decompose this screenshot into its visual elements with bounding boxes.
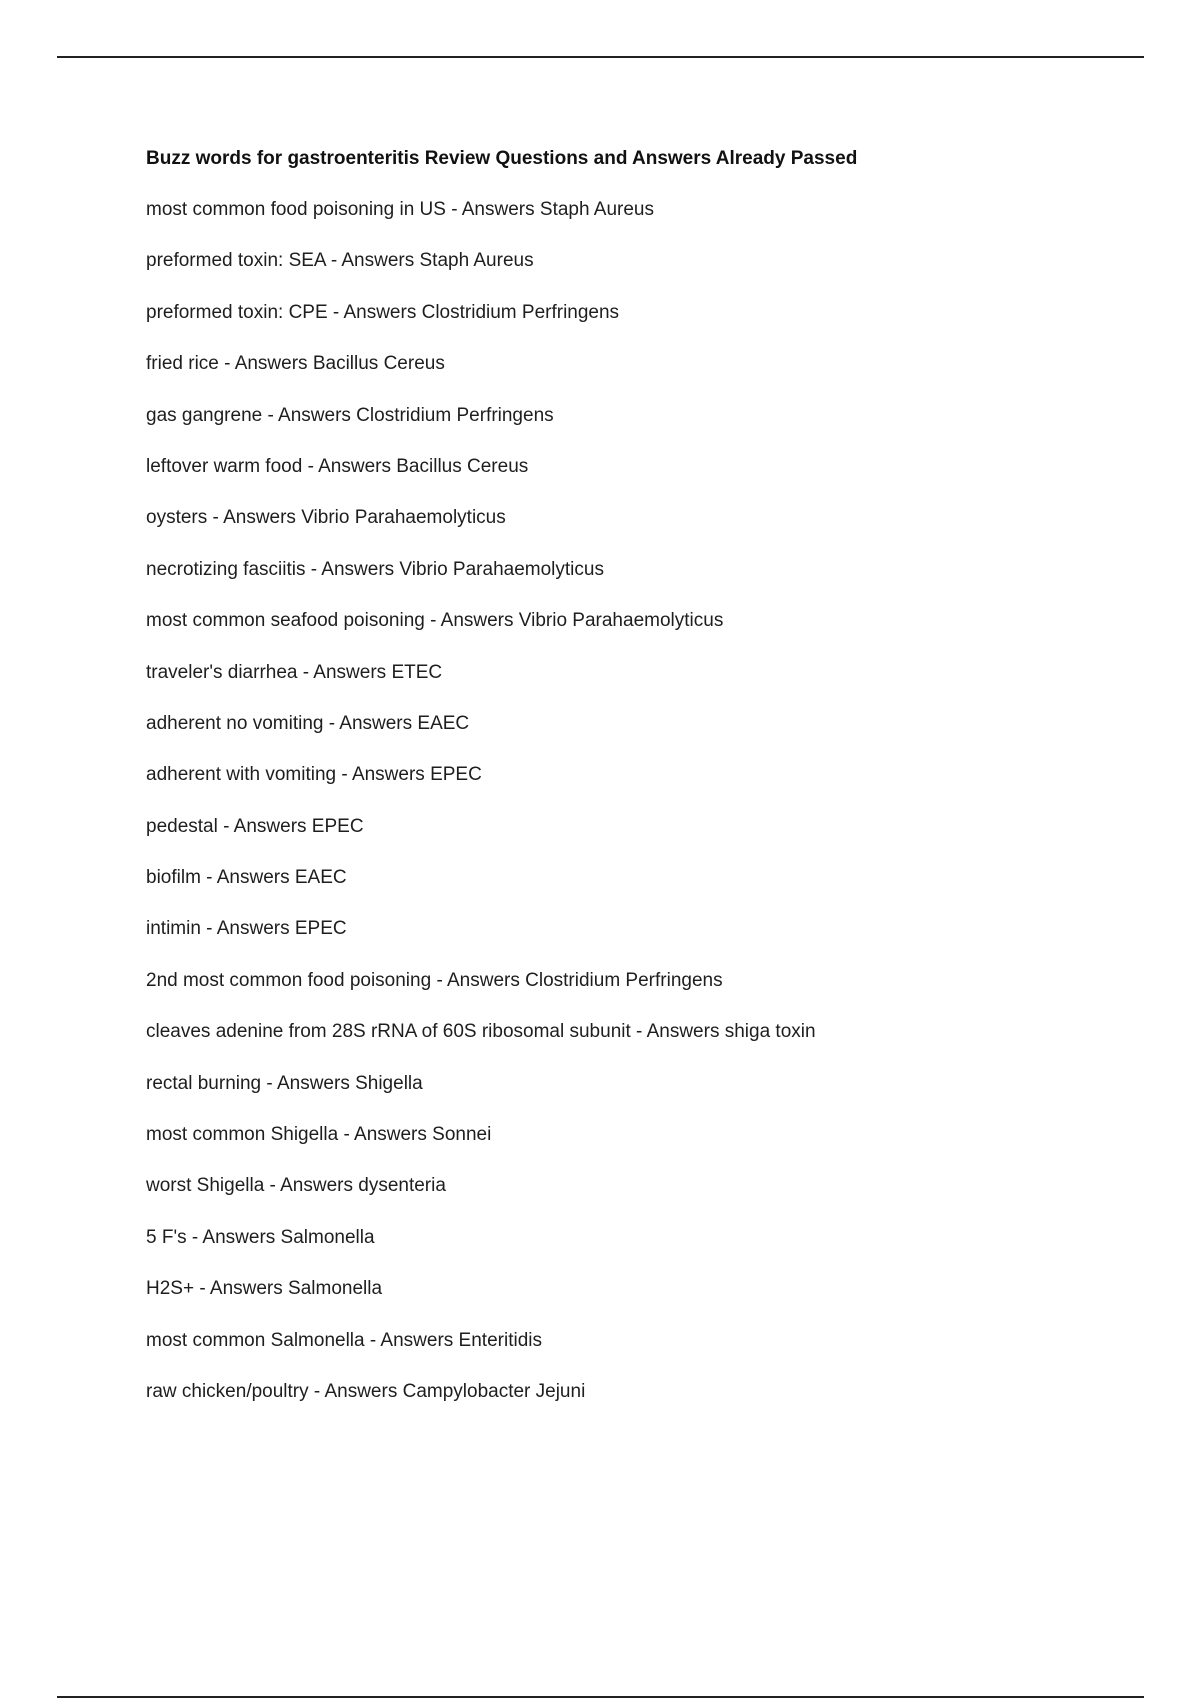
qa-item: pedestal - Answers EPEC [146,815,364,837]
document-title: Buzz words for gastroenteritis Review Questions and Answers Already Passed [146,148,858,169]
qa-item: traveler's diarrhea - Answers ETEC [146,661,443,683]
qa-item: 5 F's - Answers Salmonella [146,1226,375,1248]
qa-item: most common seafood poisoning - Answers Vibrio Parahaemolyticus [146,610,724,632]
qa-item: most common food poisoning in US - Answers Staph Aureus [146,199,654,220]
qa-list [146,195,1126,1407]
qa-item: worst Shigella - Answers dysenteria [146,1175,446,1197]
qa-item: preformed toxin: CPE - Answers Clostridium Perfringens [146,301,620,323]
qa-item: preformed toxin: SEA - Answers Staph Aureus [146,250,534,272]
qa-item: biofilm - Answers EAEC [146,867,347,889]
qa-item: necrotizing fasciitis - Answers Vibrio Parahaemolyticus [146,558,604,580]
qa-item: cleaves adenine from 28S rRNA of 60S ribosomal subunit - Answers shiga toxin [146,1021,816,1043]
qa-item: gas gangrene - Answers Clostridium Perfringens [146,404,554,426]
qa-item: H2S+ - Answers Salmonella [146,1278,383,1300]
footer-rule [57,1696,1144,1698]
qa-item: adherent no vomiting - Answers EAEC [146,712,470,734]
qa-item: adherent with vomiting - Answers EPEC [146,764,482,786]
qa-item: rectal burning - Answers Shigella [146,1072,423,1094]
qa-item: 2nd most common food poisoning - Answers Clostridium Perfringens [146,969,723,991]
qa-item: fried rice - Answers Bacillus Cereus [146,353,445,375]
qa-item: oysters - Answers Vibrio Parahaemolyticus [146,507,506,529]
document-body [146,144,1126,1428]
qa-item: raw chicken/poultry - Answers Campylobacter Jejuni [146,1380,586,1402]
qa-item: intimin - Answers EPEC [146,918,347,940]
qa-item: leftover warm food - Answers Bacillus Cereus [146,455,529,477]
header-rule [57,56,1144,58]
qa-item: most common Shigella - Answers Sonnei [146,1124,492,1146]
qa-item: most common Salmonella - Answers Enteritidis [146,1329,542,1351]
